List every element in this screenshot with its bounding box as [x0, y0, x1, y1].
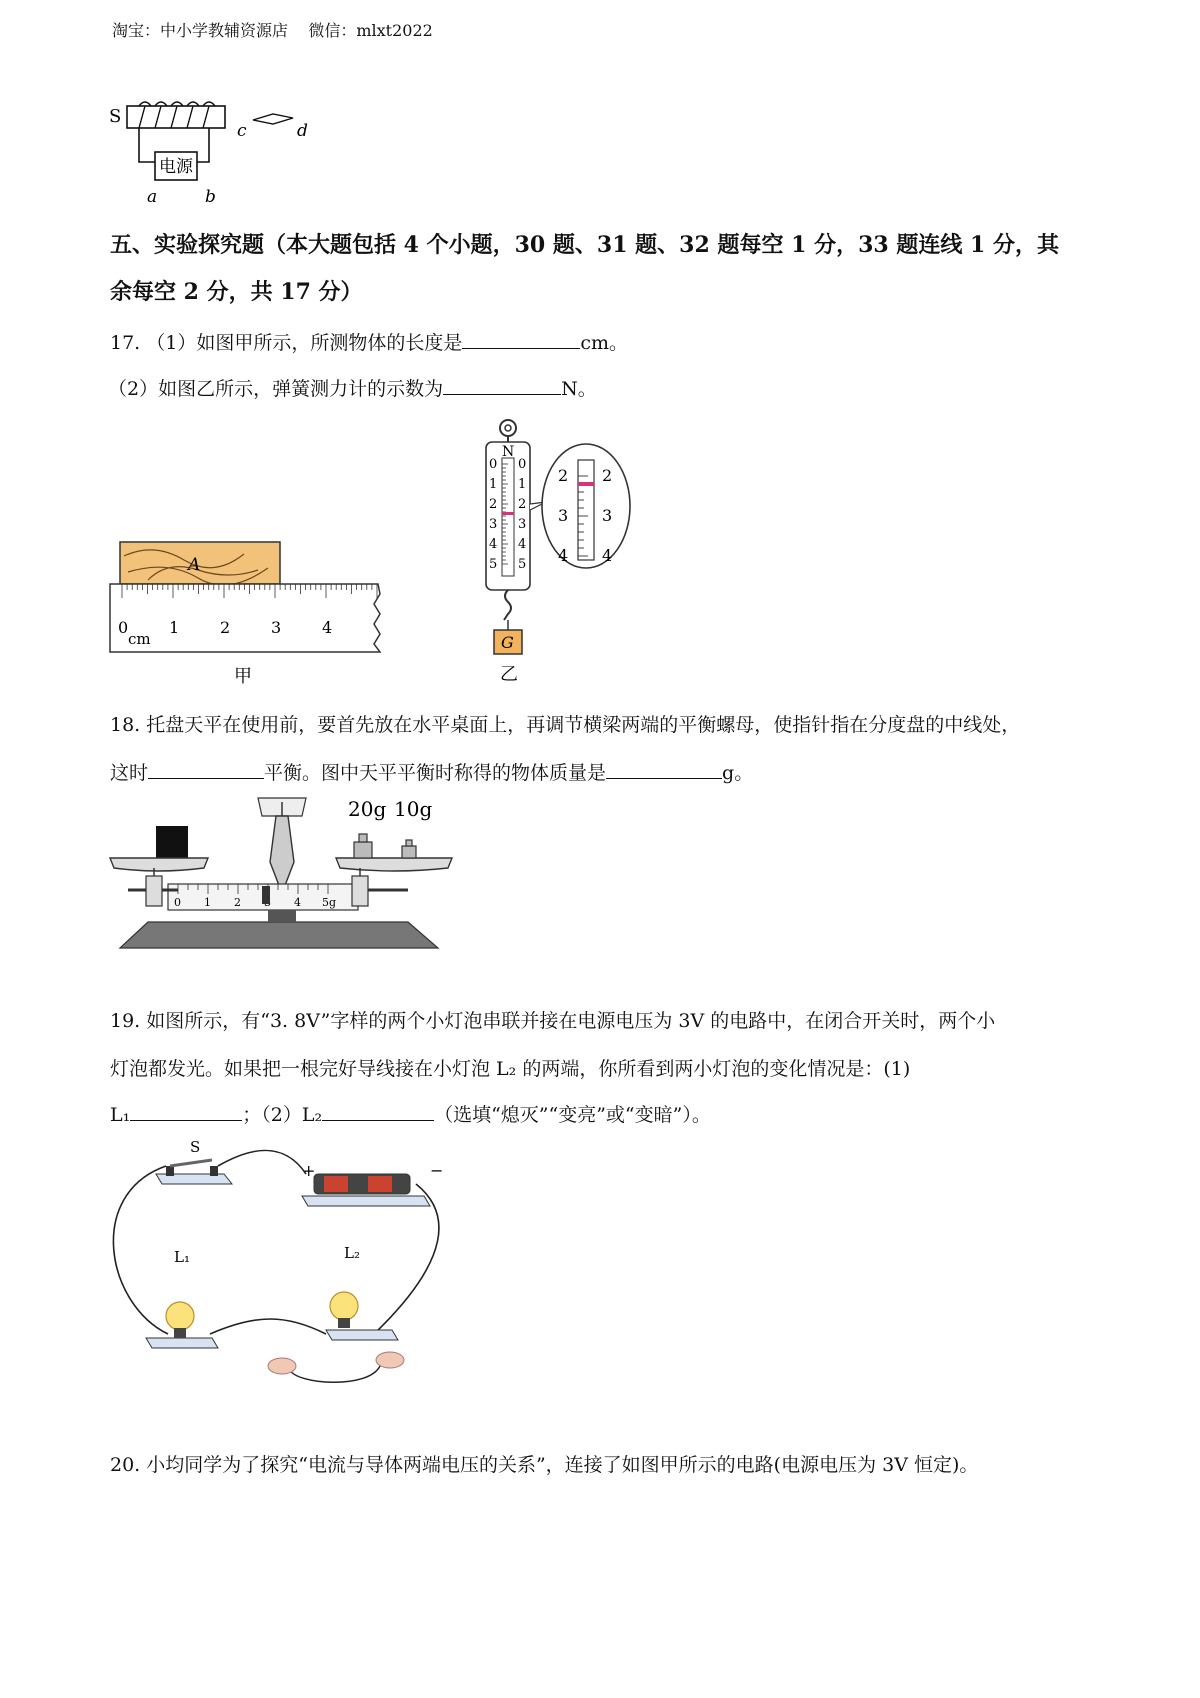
ruler-figure	[108, 540, 388, 690]
answer-blank-force[interactable]	[443, 376, 561, 395]
q19-text-l1: L₁	[110, 1104, 131, 1126]
battery-minus: −	[430, 1161, 444, 1180]
scale-pointer	[502, 512, 514, 515]
scale-left-3: 3	[489, 517, 498, 532]
q17-part2-unit: N。	[561, 378, 597, 400]
ruler-num-0: 0	[118, 618, 129, 637]
q17-part2-text: （2）如图乙所示，弹簧测力计的示数为	[108, 378, 444, 400]
weight-20g	[354, 842, 372, 858]
q17-part1	[110, 328, 628, 355]
battery-plus: +	[302, 1161, 316, 1180]
zoom-pointer	[578, 482, 594, 486]
q17-part1-text: 17. （1）如图甲所示，所测物体的长度是	[110, 332, 463, 354]
beam-num-0: 0	[174, 896, 181, 909]
lamp2-label: L₂	[344, 1244, 360, 1262]
caption-yi: 乙	[500, 664, 518, 685]
ruler-num-1: 1	[169, 618, 180, 637]
zoom-left-4: 4	[558, 546, 569, 565]
section-title-line1: 五、实验探究题（本大题包括 4 个小题，30 题、31 题、32 题每空 1 分，33 题连线 1 分，其	[110, 232, 1059, 258]
scale-left-4: 4	[489, 537, 498, 552]
q18-text-a: 这时	[110, 762, 149, 784]
balance-figure	[108, 790, 458, 950]
needle-d: d	[297, 121, 308, 141]
scale-right-1: 1	[518, 477, 527, 492]
weight-10g-label: 10g	[394, 797, 433, 821]
left-pan	[110, 858, 208, 871]
lamp1-bulb	[166, 1302, 194, 1330]
scale-right-2: 2	[518, 497, 527, 512]
left-hand	[268, 1358, 296, 1374]
lamp1-label: L₁	[174, 1248, 190, 1266]
lamp2-bulb	[330, 1292, 358, 1320]
block-label: A	[188, 555, 201, 575]
balance-base	[120, 922, 438, 948]
circuit-figure	[106, 1134, 456, 1394]
answer-blank-mass[interactable]	[606, 760, 722, 779]
q18-text-c: g。	[722, 762, 754, 784]
rider	[262, 886, 270, 904]
answer-blank-l2[interactable]	[322, 1102, 434, 1121]
lamp2-base	[326, 1330, 398, 1340]
terminal-a: a	[147, 187, 158, 207]
beam-num-5g: 5g	[322, 896, 337, 909]
ruler-num-4: 4	[322, 618, 333, 637]
ruler-num-2: 2	[220, 618, 231, 637]
weight-20g-label: 20g	[348, 797, 387, 821]
beam-num-1: 1	[204, 896, 211, 909]
battery-base	[302, 1196, 430, 1206]
zoom-left-3: 3	[558, 506, 569, 525]
scale-right-3: 3	[518, 517, 527, 532]
page-header: 淘宝：中小学教辅资源店 微信：mlxt2022	[112, 21, 433, 40]
switch-label: S	[190, 1138, 201, 1156]
switch-lever	[170, 1160, 212, 1166]
weight-10g	[402, 846, 416, 858]
scale-left-1: 1	[489, 477, 498, 492]
answer-blank-length[interactable]	[462, 330, 580, 349]
right-hand	[376, 1352, 404, 1368]
zoom-right-3: 3	[602, 506, 613, 525]
q19-line3	[110, 1100, 711, 1127]
q18-line1: 18. 托盘天平在使用前，要首先放在水平桌面上，再调节横梁两端的平衡螺母，使指针指在分度盘的中线处，	[110, 714, 1021, 736]
ruler-num-3: 3	[271, 618, 282, 637]
q20-line1: 20. 小均同学为了探究“电流与导体两端电压的关系”，连接了如图甲所示的电路(电源电压为 3V 恒定)。	[110, 1454, 979, 1476]
q17-part2	[108, 374, 597, 401]
scale-left-2: 2	[489, 497, 498, 512]
q19-line2: 灯泡都发光。如果把一根完好导线接在小灯泡 L₂ 的两端，你所看到两小灯泡的变化情况是：(1)	[110, 1058, 911, 1080]
section-title-line2: 余每空 2 分，共 17 分）	[110, 279, 363, 305]
q17-part1-unit: cm。	[580, 332, 629, 354]
scale-left-5: 5	[489, 557, 498, 572]
zoom-right-4: 4	[602, 546, 613, 565]
zoom-left-2: 2	[558, 466, 569, 485]
scale-unit-n: N	[502, 444, 515, 460]
solenoid-figure	[105, 100, 335, 212]
scale-right-4: 4	[518, 537, 527, 552]
q19-text-options: （选填“熄灭”“变亮”或“变暗”）。	[434, 1104, 711, 1126]
q19-line1: 19. 如图所示，有“3. 8V”字样的两个小灯泡串联并接在电源电压为 3V 的电路中，在闭合开关时，两个小	[110, 1010, 996, 1032]
answer-blank-balance[interactable]	[148, 760, 264, 779]
scale-right-0: 0	[518, 457, 527, 472]
test-wire	[290, 1366, 380, 1382]
scale-right-5: 5	[518, 557, 527, 572]
spring-scale-figure	[478, 418, 648, 688]
needle-c: c	[237, 121, 247, 141]
scale-left-0: 0	[489, 457, 498, 472]
q19-text-l2: ；（2）L₂	[242, 1104, 323, 1126]
caption-jia: 甲	[234, 666, 252, 687]
weight-label: G	[501, 633, 514, 652]
terminal-b: b	[205, 187, 216, 207]
object-block	[156, 826, 188, 858]
pointer-column	[270, 816, 294, 888]
fig-s-label: S	[109, 106, 122, 127]
ruler-unit: cm	[128, 630, 151, 648]
lamp1-base	[146, 1338, 218, 1348]
right-pan	[336, 858, 452, 871]
beam-num-4: 4	[294, 896, 301, 909]
q18-text-b: 平衡。图中天平平衡时称得的物体质量是	[264, 762, 607, 784]
beam-num-2: 2	[234, 896, 241, 909]
zoom-right-2: 2	[602, 466, 613, 485]
answer-blank-l1[interactable]	[130, 1102, 242, 1121]
power-label: 电源	[159, 157, 193, 177]
q18-line2	[110, 758, 753, 785]
